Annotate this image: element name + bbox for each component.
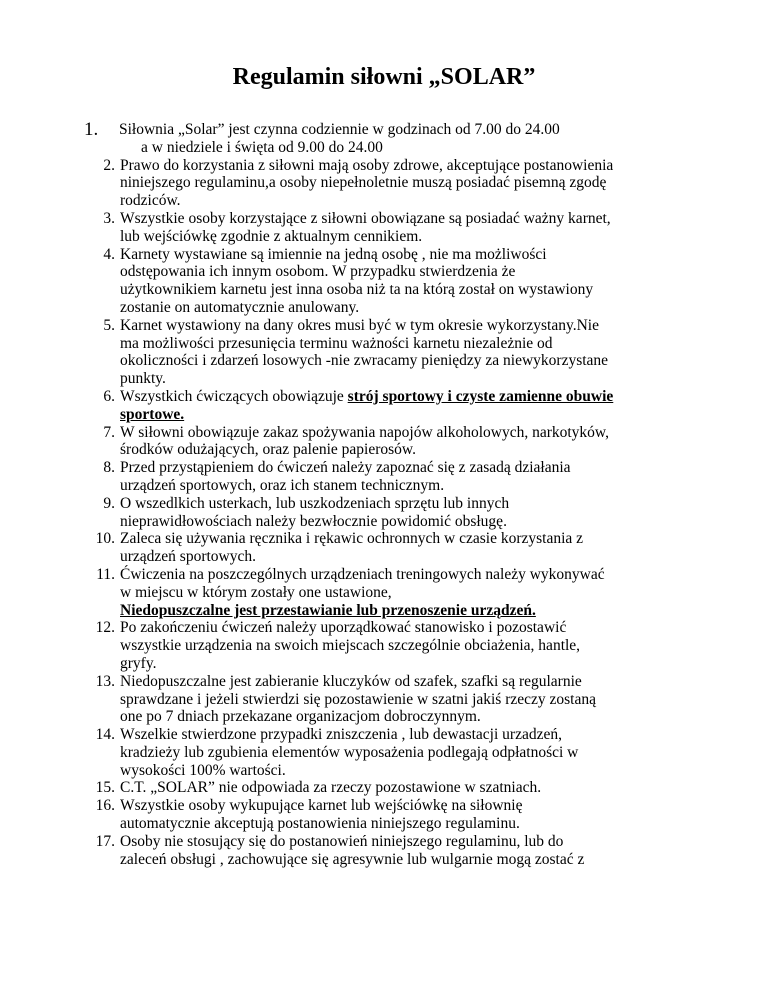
- rule-item-14: [84, 726, 724, 779]
- rule-text-line: zostanie on automatycznie anulowany.: [120, 298, 360, 316]
- rule-number: 12.: [95, 619, 115, 637]
- rule-text-line: wysokości 100% wartości.: [120, 761, 286, 779]
- rule-text-line: wszystkie urządzenia na swoich miejscach szczególnie obciażenia, hantle,: [120, 637, 581, 655]
- rule-text-line: one po 7 dniach przekazane organizacjom dobroczynnym.: [120, 708, 481, 726]
- rule-item-10: [84, 530, 724, 566]
- rule-item-15: [84, 779, 724, 797]
- rule-number: 10.: [95, 530, 115, 548]
- rule-text-line: Karnet wystawiony na dany okres musi być w tym okresie wykorzystany.Nie: [120, 316, 599, 334]
- rule-text-line: kradzieży lub zgubienia elementów wyposażenia podlegają odpłatności w: [120, 743, 579, 761]
- rule-text-line: okoliczności i zdarzeń losowych -nie zwracamy pieniędzy za niewykorzystane: [120, 352, 609, 370]
- rule-text-line: W siłowni obowiązuje zakaz spożywania napojów alkoholowych, narkotyków,: [120, 423, 609, 441]
- rule-number: 3.: [103, 209, 115, 227]
- rule-item-5: [84, 317, 724, 388]
- rule-emphasis-line: Niedopuszczalne jest przestawianie lub przenoszenie urządzeń.: [120, 601, 536, 619]
- rule-item-13: [84, 673, 724, 726]
- rule-text-line: użytkownikiem karnetu jest inna osoba niż ta na którą został on wystawiony: [120, 281, 594, 299]
- rule-text-line: Wszystkie osoby wykupujące karnet lub wejściówkę na siłownię: [120, 797, 523, 815]
- rule-text-line: w miejscu w którym zostały one ustawione,: [120, 583, 392, 601]
- rule-item-16: [84, 797, 724, 833]
- rule-text-line: ma możliwości przesunięcia terminu ważności karnetu niezależnie od: [120, 334, 553, 352]
- rule-text-line: sprawdzane i jeżeli stwierdzi się pozostawienie w szatni jakiś rzeczy zostaną: [120, 690, 596, 708]
- rule-text-line: a w niedziele i święta od 9.00 do 24.00: [141, 138, 383, 156]
- rule-number: 17.: [95, 832, 115, 850]
- rule-text-line: rodziców.: [120, 192, 181, 210]
- rule-text-line: Niedopuszczalne jest zabieranie kluczyków od szafek, szafki są regularnie: [120, 672, 582, 690]
- rule-number: 6.: [103, 387, 115, 405]
- rule-emphasis-text: strój sportowy i czyste zamienne obuwie: [347, 387, 614, 405]
- rule-item-8: [84, 459, 724, 495]
- rule-item-11: [84, 566, 724, 619]
- rule-text-line: lub wejściówkę zgodnie z aktualnym cennikiem.: [120, 227, 423, 245]
- rule-text-line: Osoby nie stosujący się do postanowień niniejszego regulaminu, lub do: [120, 832, 564, 850]
- rule-item-4: [84, 246, 724, 317]
- rule-text-line: Przed przystąpieniem do ćwiczeń należy zapoznać się z zasadą działania: [120, 459, 571, 477]
- page-title: Regulamin siłowni „SOLAR”: [232, 64, 536, 90]
- rule-number: 4.: [103, 245, 115, 263]
- rule-number: 7.: [103, 423, 115, 441]
- rule-number: 5.: [103, 316, 115, 334]
- rule-number: 11.: [96, 565, 115, 583]
- rule-text-line: [120, 388, 724, 406]
- rule-item-2: [84, 157, 724, 210]
- rule-text-line: niniejszego regulaminu,a osoby niepełnoletnie muszą posiadać pisemną zgodę: [120, 174, 607, 192]
- rule-text-line: urządzeń sportowych, oraz ich stanem technicznym.: [120, 476, 445, 494]
- rule-number: 9.: [103, 494, 115, 512]
- rule-text-line: Po zakończeniu ćwiczeń należy uporządkować stanowisko i pozostawić: [120, 619, 567, 637]
- rule-text-line: urządzeń sportowych.: [120, 548, 257, 566]
- rule-emphasis-text: sportowe.: [120, 405, 185, 423]
- rule-text-line: Wszelkie stwierdzone przypadki zniszczenia , lub dewastacji urzadzeń,: [120, 726, 562, 744]
- rule-item-1: [84, 121, 724, 157]
- rule-text-line: nieprawidłowościach należy bezwłocznie powidomić obsługę.: [120, 512, 507, 530]
- rule-text-line: C.T. „SOLAR” nie odpowiada za rzeczy pozostawione w szatniach.: [120, 779, 542, 797]
- rule-item-7: [84, 424, 724, 460]
- rule-text-line: odstępowania ich innym osobom. W przypadku stwierdzenia że: [120, 263, 516, 281]
- rule-text-line: punkty.: [120, 370, 166, 388]
- rule-number: 15.: [95, 779, 115, 797]
- rule-text-line: Zaleca się używania ręcznika i rękawic ochronnych w czasie korzystania z: [120, 530, 584, 548]
- rule-item-9: [84, 495, 724, 531]
- rule-number: 16.: [95, 797, 115, 815]
- rules-list: [84, 121, 724, 868]
- rule-text-line: [120, 406, 724, 424]
- rule-item-17: [84, 833, 724, 869]
- rule-text-line: O wszedlkich usterkach, lub uszkodzeniach sprzętu lub innych: [120, 494, 510, 512]
- rule-item-3: [84, 210, 724, 246]
- rule-number: 13.: [95, 672, 115, 690]
- rule-number: 14.: [95, 726, 115, 744]
- rule-text-line: zaleceń obsługi , zachowujące się agresywnie lub wulgarnie mogą zostać z: [120, 850, 585, 868]
- rule-text-line: środków odużających, oraz palenie papierosów.: [120, 441, 416, 459]
- rule-number: 1.: [84, 119, 99, 140]
- rule-text-line: Karnety wystawiane są imiennie na jedną osobę , nie ma możliwości: [120, 245, 547, 263]
- rule-item-6: [84, 388, 724, 424]
- rule-number: 8.: [103, 459, 115, 477]
- rule-text-line: gryfy.: [120, 654, 157, 672]
- rule-text-line: automatycznie akceptują postanowienia niniejszego regulaminu.: [120, 815, 520, 833]
- rule-text-line: Wszystkie osoby korzystające z siłowni obowiązane są posiadać ważny karnet,: [120, 209, 611, 227]
- rule-text-line: Siłownia „Solar” jest czynna codziennie w godzinach od 7.00 do 24.00: [119, 121, 560, 138]
- rule-number: 2.: [103, 156, 115, 174]
- rule-text: Wszystkich ćwiczących obowiązuje: [120, 387, 348, 405]
- rule-item-12: [84, 619, 724, 672]
- rule-text-line: Prawo do korzystania z siłowni mają osoby zdrowe, akceptujące postanowienia: [120, 156, 614, 174]
- rule-text-line: Ćwiczenia na poszczególnych urządzeniach treningowych należy wykonywać: [120, 565, 605, 583]
